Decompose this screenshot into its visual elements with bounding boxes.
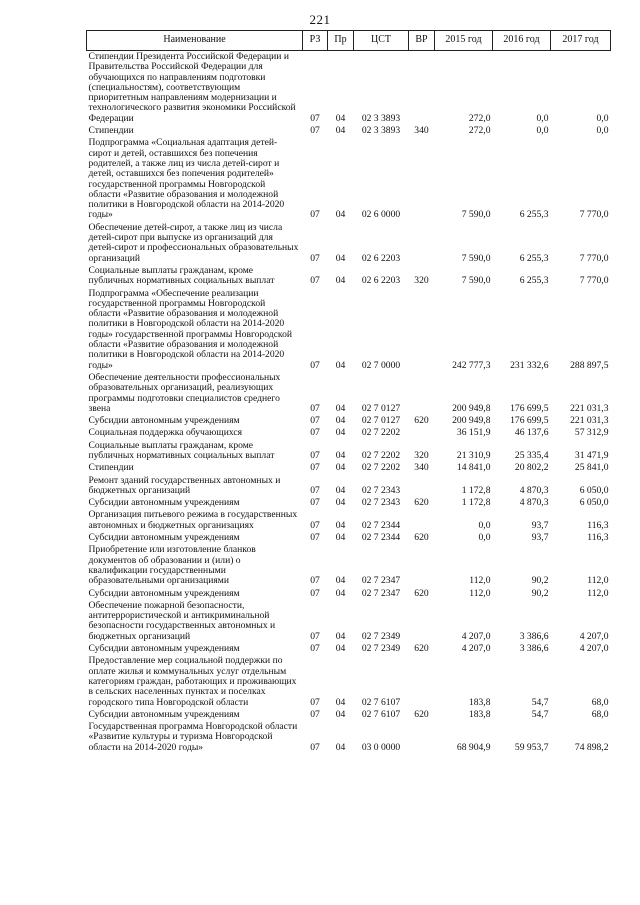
cell-name: Стипендии (88, 462, 134, 474)
cell-y2017: 288 897,5 (570, 359, 609, 371)
cell-y2017: 116,3 (587, 519, 609, 531)
cell-y2017: 25 841,0 (574, 462, 609, 474)
table-row (87, 600, 611, 643)
cell-rz: 07 (310, 587, 320, 599)
header-name: Наименование (87, 31, 303, 51)
cell-y2015: 242 777,3 (452, 359, 491, 371)
cell-cst: 02 7 2349 (361, 643, 401, 655)
cell-vr: 620 (414, 532, 429, 544)
cell-y2016: 6 255,3 (519, 209, 549, 221)
cell-name: Социальная поддержка обучающихся (88, 427, 243, 439)
cell-vr: 620 (414, 497, 429, 509)
cell-y2015: 1 172,8 (461, 497, 491, 509)
cell-rz: 07 (310, 112, 320, 124)
cell-pr: 04 (335, 519, 346, 531)
cell-vr (409, 288, 435, 372)
cell-pr: 04 (335, 643, 346, 655)
cell-vr (409, 655, 435, 708)
cell-pr: 04 (335, 575, 346, 587)
cell-pr: 04 (335, 427, 346, 439)
cell-y2015: 200 949,8 (452, 402, 491, 414)
cell-name: Социальные выплаты гражданам, кроме публичных нормативных социальных выплат (88, 264, 275, 287)
cell-pr: 04 (335, 275, 346, 287)
table-row (87, 588, 611, 600)
cell-y2017: 6 050,0 (579, 484, 609, 496)
cell-rz: 07 (310, 209, 320, 221)
cell-cst: 03 0 0000 (361, 741, 401, 753)
cell-y2016: 90,2 (531, 575, 549, 587)
cell-name: Приобретение или изготовление бланков документов об образовании и (или) о квалификации государственными образовательными организациями (88, 544, 256, 587)
cell-rz: 07 (310, 415, 320, 427)
cell-pr: 04 (335, 449, 346, 461)
cell-cst: 02 7 2343 (361, 484, 401, 496)
cell-y2016: 6 255,3 (519, 252, 549, 264)
header-pr: Пр (328, 31, 354, 51)
cell-vr (409, 721, 435, 754)
cell-vr (409, 544, 435, 587)
cell-y2016: 46 137,6 (514, 427, 549, 439)
cell-pr: 04 (335, 252, 346, 264)
cell-name: Субсидии автономным учреждениям (88, 708, 240, 720)
cell-pr: 04 (335, 630, 346, 642)
cell-rz: 07 (310, 532, 320, 544)
cell-vr (409, 372, 435, 415)
cell-pr: 04 (335, 402, 346, 414)
cell-rz: 07 (310, 575, 320, 587)
cell-y2017: 0,0 (596, 112, 609, 124)
cell-y2016: 93,7 (531, 519, 549, 531)
table-row (87, 288, 611, 372)
cell-y2015: 112,0 (469, 587, 491, 599)
cell-y2017: 6 050,0 (579, 497, 609, 509)
cell-pr: 04 (335, 587, 346, 599)
table-row (87, 222, 611, 265)
header-vr: ВР (409, 31, 435, 51)
cell-pr: 04 (335, 112, 346, 124)
cell-cst: 02 6 2203 (361, 275, 401, 287)
cell-y2017: 7 770,0 (579, 252, 609, 264)
cell-rz: 07 (310, 275, 320, 287)
cell-y2015: 0,0 (478, 519, 491, 531)
cell-cst: 02 7 2343 (361, 497, 401, 509)
table-row (87, 655, 611, 708)
cell-vr (409, 51, 435, 126)
cell-y2015: 7 590,0 (461, 252, 491, 264)
cell-y2017: 68,0 (591, 696, 609, 708)
cell-y2016: 54,7 (531, 696, 549, 708)
cell-pr: 04 (335, 462, 346, 474)
table-row (87, 51, 611, 126)
table-row (87, 137, 611, 221)
cell-vr (409, 222, 435, 265)
cell-y2016: 3 386,6 (519, 630, 549, 642)
cell-y2017: 68,0 (591, 708, 609, 720)
cell-name: Организация питьевого режима в государственных автономных и бюджетных организациях (88, 509, 298, 531)
cell-y2017: 112,0 (587, 575, 609, 587)
cell-pr: 04 (335, 125, 346, 137)
table-row (87, 427, 611, 439)
cell-cst: 02 7 2344 (361, 532, 401, 544)
cell-rz: 07 (310, 643, 320, 655)
table-body (87, 51, 611, 755)
cell-name: Субсидии автономным учреждениям (88, 497, 240, 509)
cell-y2017: 57 312,9 (574, 427, 609, 439)
cell-y2016: 20 802,2 (514, 462, 549, 474)
cell-y2016: 59 953,7 (514, 741, 549, 753)
header-2017: 2017 год (551, 31, 611, 51)
cell-rz: 07 (310, 359, 320, 371)
cell-cst: 02 7 2344 (361, 519, 401, 531)
table-row (87, 125, 611, 137)
cell-pr: 04 (335, 359, 346, 371)
cell-rz: 07 (310, 125, 320, 137)
cell-vr: 320 (414, 275, 429, 287)
cell-vr: 620 (414, 415, 429, 427)
cell-y2015: 21 310,9 (456, 449, 491, 461)
cell-name: Социальные выплаты гражданам, кроме публичных нормативных социальных выплат (88, 439, 275, 461)
cell-y2016: 176 699,5 (510, 415, 549, 427)
table-row (87, 475, 611, 498)
table-row (87, 265, 611, 288)
cell-rz: 07 (310, 497, 320, 509)
cell-y2016: 93,7 (531, 532, 549, 544)
cell-cst: 02 7 0127 (361, 402, 401, 414)
cell-y2016: 0,0 (536, 125, 549, 137)
header-2015: 2015 год (435, 31, 493, 51)
cell-name: Предоставление мер социальной поддержки по оплате жилья и коммунальных услуг отдельным категориям граждан, работающих и проживающих в сельских населенных пунктах и поселках городского типа Новгородской области (88, 655, 297, 708)
table-row (87, 721, 611, 754)
table-row (87, 509, 611, 532)
cell-y2017: 74 898,2 (574, 741, 609, 753)
cell-cst: 02 7 2349 (361, 630, 401, 642)
cell-rz: 07 (310, 449, 320, 461)
cell-y2016: 54,7 (531, 708, 549, 720)
cell-y2015: 272,0 (468, 112, 491, 124)
cell-y2016: 90,2 (531, 587, 549, 599)
table-row (87, 643, 611, 655)
cell-y2016: 3 386,6 (519, 643, 549, 655)
cell-name: Государственная программа Новгородской области «Развитие культуры и туризма Новгородской области на 2014-2020 годы» (88, 721, 298, 753)
cell-rz: 07 (310, 519, 320, 531)
cell-pr: 04 (335, 741, 346, 753)
cell-rz: 07 (310, 252, 320, 264)
cell-y2017: 4 207,0 (579, 630, 609, 642)
cell-y2017: 221 031,3 (570, 415, 609, 427)
cell-y2015: 183,8 (468, 696, 491, 708)
cell-rz: 07 (310, 427, 320, 439)
cell-pr: 04 (335, 696, 346, 708)
cell-rz: 07 (310, 741, 320, 753)
cell-name: Обеспечение деятельности профессиональных образовательных организаций, реализующих программы подготовки специалистов среднего звена (88, 371, 281, 414)
cell-cst: 02 7 2347 (361, 587, 401, 599)
cell-pr: 04 (335, 209, 346, 221)
cell-name: Субсидии автономным учреждениям (88, 643, 240, 655)
header-rz: РЗ (303, 31, 328, 51)
cell-rz: 07 (310, 484, 320, 496)
table-row (87, 415, 611, 427)
cell-rz: 07 (310, 462, 320, 474)
cell-name: Подпрограмма «Социальная адаптация детей-сирот и детей, оставшихся без попечения родителей, а также лиц из числа детей-сирот и детей, оставшихся без попечения родителей» государственной программы Новгородской области «Развитие образования и молодежной политики в Новгородской области на 2014-2020 годы» (88, 137, 285, 221)
cell-rz: 07 (310, 402, 320, 414)
cell-cst: 02 6 2203 (361, 252, 401, 264)
cell-name: Ремонт зданий государственных автономных и бюджетных организаций (88, 474, 281, 496)
cell-cst: 02 7 0127 (361, 415, 401, 427)
cell-vr (409, 509, 435, 532)
cell-pr: 04 (335, 415, 346, 427)
cell-name: Обеспечение пожарной безопасности, антитеррористической и антикриминальной безопасности государственных автономных и бюджетных организаций (88, 599, 276, 642)
cell-vr (409, 475, 435, 498)
cell-name: Субсидии автономным учреждениям (88, 587, 240, 599)
cell-name: Стипендии (88, 125, 134, 137)
table-row (87, 532, 611, 544)
cell-y2017: 0,0 (596, 125, 609, 137)
cell-pr: 04 (335, 497, 346, 509)
cell-y2016: 4 870,3 (519, 484, 549, 496)
cell-y2017: 116,3 (587, 532, 609, 544)
cell-y2016: 6 255,3 (519, 275, 549, 287)
cell-cst: 02 7 6107 (361, 708, 401, 720)
cell-vr: 320 (414, 449, 429, 461)
cell-pr: 04 (335, 708, 346, 720)
cell-y2016: 231 332,6 (510, 359, 549, 371)
cell-name: Подпрограмма «Обеспечение реализации государственной программы Новгородской области «Развитие образования и молодежной политики в Новгородской области на 2014-2020 годы» государственной программы Новгородской области «Развитие образования и молодежной политики в Новгородской области на 2014-2020 годы» (88, 287, 293, 371)
header-2016: 2016 год (493, 31, 551, 51)
cell-y2017: 112,0 (587, 587, 609, 599)
cell-rz: 07 (310, 630, 320, 642)
cell-y2016: 4 870,3 (519, 497, 549, 509)
budget-table (86, 30, 611, 754)
cell-y2017: 31 471,9 (574, 449, 609, 461)
table-row (87, 372, 611, 415)
table-row (87, 462, 611, 474)
cell-y2016: 25 335,4 (514, 449, 549, 461)
table-header (87, 31, 611, 51)
cell-vr (409, 427, 435, 439)
cell-y2016: 176 699,5 (510, 402, 549, 414)
cell-vr: 620 (414, 587, 429, 599)
cell-y2015: 7 590,0 (461, 275, 491, 287)
cell-pr: 04 (335, 484, 346, 496)
cell-y2015: 7 590,0 (461, 209, 491, 221)
cell-y2015: 4 207,0 (461, 643, 491, 655)
cell-cst: 02 7 2202 (361, 462, 401, 474)
cell-y2015: 200 949,8 (452, 415, 491, 427)
header-cst: ЦСТ (354, 31, 409, 51)
table-row (87, 709, 611, 721)
cell-y2015: 4 207,0 (461, 630, 491, 642)
cell-name: Субсидии автономным учреждениям (88, 415, 240, 427)
cell-vr: 340 (414, 462, 429, 474)
cell-vr: 340 (414, 125, 429, 137)
cell-cst: 02 7 2347 (361, 575, 401, 587)
cell-name: Субсидии автономным учреждениям (88, 532, 240, 544)
cell-cst: 02 3 3893 (361, 125, 401, 137)
cell-vr: 620 (414, 643, 429, 655)
cell-y2015: 36 151,9 (456, 427, 491, 439)
page-number: 221 (309, 12, 331, 27)
cell-y2015: 0,0 (478, 532, 491, 544)
cell-y2017: 7 770,0 (579, 209, 609, 221)
cell-cst: 02 7 0000 (361, 359, 401, 371)
cell-rz: 07 (310, 696, 320, 708)
cell-y2016: 0,0 (536, 112, 549, 124)
cell-name: Обеспечение детей-сирот, а также лиц из числа детей-сирот при выпуске из организаций для детей-сирот и профессиональных образовательных организаций (88, 221, 299, 264)
table-row (87, 544, 611, 587)
cell-vr (409, 137, 435, 221)
cell-cst: 02 7 6107 (361, 696, 401, 708)
cell-name: Стипендии Президента Российской Федерации и Правительства Российской Федерации для обучающихся по направлениям подготовки (специальностям), соответствующим приоритетным направлениям модернизации и технологического развития экономики Российской Федерации (88, 51, 296, 124)
cell-vr: 620 (414, 708, 429, 720)
cell-cst: 02 6 0000 (361, 209, 401, 221)
cell-y2015: 183,8 (468, 708, 491, 720)
cell-y2015: 14 841,0 (456, 462, 491, 474)
cell-cst: 02 7 2202 (361, 427, 401, 439)
cell-pr: 04 (335, 532, 346, 544)
cell-y2015: 68 904,9 (456, 741, 491, 753)
cell-y2015: 112,0 (469, 575, 491, 587)
cell-y2017: 7 770,0 (579, 275, 609, 287)
cell-y2015: 272,0 (468, 125, 491, 137)
table-row (87, 497, 611, 509)
cell-y2017: 221 031,3 (570, 402, 609, 414)
cell-rz: 07 (310, 708, 320, 720)
cell-y2015: 1 172,8 (461, 484, 491, 496)
cell-vr (409, 600, 435, 643)
cell-cst: 02 3 3893 (361, 112, 401, 124)
table-row (87, 440, 611, 463)
cell-y2017: 4 207,0 (579, 643, 609, 655)
cell-cst: 02 7 2202 (361, 449, 401, 461)
